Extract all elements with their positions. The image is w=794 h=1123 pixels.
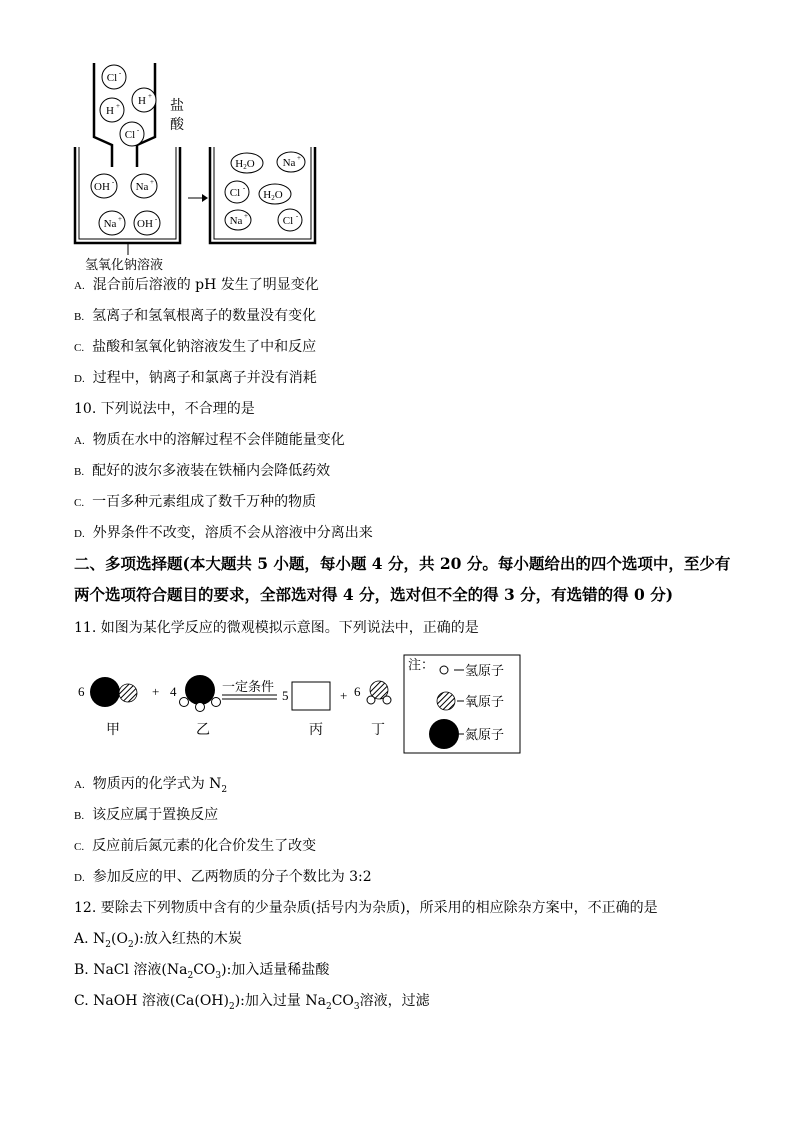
- svg-text:+: +: [116, 102, 120, 110]
- reaction-diagram: [72, 650, 532, 760]
- name-ding: 丁: [371, 723, 385, 738]
- ion-label: Cl: [282, 215, 294, 227]
- ion-label: Na: [282, 157, 296, 169]
- name-yi: 乙: [196, 723, 210, 738]
- molecule-bing-box: [292, 682, 330, 710]
- ion-label: Na: [135, 181, 149, 193]
- reaction-condition: 一定条件: [222, 679, 275, 694]
- name-jia: 甲: [106, 723, 120, 738]
- q12-option-a: A. $N_2(O_2)$:放入红热的木炭: [74, 931, 242, 950]
- svg-text:-: -: [154, 215, 158, 223]
- ion-label: OH: [94, 181, 110, 193]
- svg-text:+: +: [150, 178, 154, 186]
- svg-text:H2O: H2O: [263, 189, 283, 202]
- q10-option-d: D. 外界条件不改变，溶质不会从溶液中分离出来: [74, 525, 373, 541]
- hydrogen-atom-icon: [440, 666, 448, 674]
- q11-stem: 11. 如图为某化学反应的微观模拟示意图。下列说法中，正确的是: [74, 620, 479, 636]
- hcl-label-2: 酸: [170, 118, 184, 133]
- legend-nitrogen: 氮原子: [465, 727, 505, 742]
- q11-option-c: C. 反应前后氮元素的化合价发生了改变: [74, 838, 317, 854]
- q12-option-c: C. NaOH 溶液$(Ca(OH)_2)$:加入过量 $Na_2CO_3$溶液，过滤: [74, 993, 430, 1012]
- q12-option-b: B. NaCl 溶液$(Na_2CO_3)$:加入适量稀盐酸: [74, 962, 330, 981]
- svg-text:+: +: [297, 154, 301, 162]
- oxygen-atom-icon: [437, 692, 455, 710]
- ion-label: Cl: [106, 72, 118, 84]
- svg-text:+: +: [148, 92, 152, 100]
- q12-stem: 12. 要除去下列物质中含有的少量杂质(括号内为杂质)，所采用的相应除杂方案中，不正确的是: [74, 900, 658, 916]
- nitrogen-atom-icon: [429, 719, 459, 749]
- ion-label: Na: [103, 218, 117, 230]
- q11-option-a: A. 物质丙的化学式为 $N_2$: [74, 776, 228, 795]
- ion-label: Cl: [229, 187, 241, 199]
- ion-label: H: [106, 105, 114, 117]
- q10-option-b: B. 配好的波尔多液装在铁桶内会降低药效: [74, 463, 331, 479]
- legend-title: 注：: [408, 657, 435, 672]
- legend-hydrogen: 氢原子: [465, 663, 505, 678]
- svg-text:-: -: [295, 212, 299, 220]
- legend: [404, 655, 520, 753]
- q10-option-c: C. 一百多种元素组成了数千万种的物质: [74, 494, 317, 510]
- molecule-ding: [367, 681, 391, 704]
- left-beaker: [75, 147, 180, 243]
- q11-option-d: D. 参加反应的甲、乙两物质的分子个数比为 3:2: [74, 869, 372, 885]
- plus-2: +: [340, 688, 348, 703]
- naoh-label: 氢氧化钠溶液: [85, 258, 164, 273]
- svg-text:+: +: [118, 215, 122, 223]
- q9-option-d: D. 过程中，钠离子和氯离子并没有消耗: [74, 370, 317, 386]
- legend-oxygen: 氧原子: [465, 694, 505, 709]
- q11-option-b: B. 该反应属于置换反应: [74, 807, 219, 823]
- svg-text:H2O: H2O: [235, 158, 255, 171]
- section-2-heading-line-2: 两个选项符合题目的要求，全部选对得 4 分，选对但不全的得 3 分，有选错的得 0 分): [74, 585, 674, 604]
- ion-label: Na: [229, 215, 243, 227]
- ion-label: H: [138, 95, 146, 107]
- svg-text:-: -: [136, 126, 140, 134]
- coef-ding: 6: [354, 684, 361, 699]
- svg-text:-: -: [111, 178, 115, 186]
- neutralization-diagram: [60, 55, 330, 275]
- reaction-arrow-icon: [188, 194, 208, 202]
- coef-jia: 6: [78, 684, 85, 699]
- q9-option-c: C. 盐酸和氢氧化钠溶液发生了中和反应: [74, 339, 317, 355]
- molecule-yi: [180, 675, 221, 712]
- q9-option-b: B. 氢离子和氢氧根离子的数量没有变化: [74, 308, 317, 324]
- ion-label: Cl: [124, 129, 136, 141]
- neutralization-figure: [60, 55, 330, 275]
- coef-bing: 5: [282, 688, 289, 703]
- hcl-label-1: 盐: [170, 99, 184, 114]
- molecule-jia: [90, 677, 137, 707]
- coef-yi: 4: [170, 684, 177, 699]
- section-2-heading-line-1: 二、多项选择题(本大题共 5 小题，每小题 4 分，共 20 分。每小题给出的四个选项中，至少有: [74, 554, 731, 573]
- plus-1: +: [152, 684, 160, 699]
- svg-text:-: -: [118, 69, 122, 77]
- svg-text:-: -: [242, 184, 246, 192]
- ion-label: OH: [137, 218, 153, 230]
- q10-option-a: A. 物质在水中的溶解过程不会伴随能量变化: [74, 432, 345, 448]
- svg-text:+: +: [244, 212, 248, 220]
- name-bing: 丙: [309, 723, 323, 738]
- q9-option-a: A. 混合前后溶液的 pH 发生了明显变化: [74, 277, 319, 293]
- q10-stem: 10. 下列说法中，不合理的是: [74, 401, 255, 417]
